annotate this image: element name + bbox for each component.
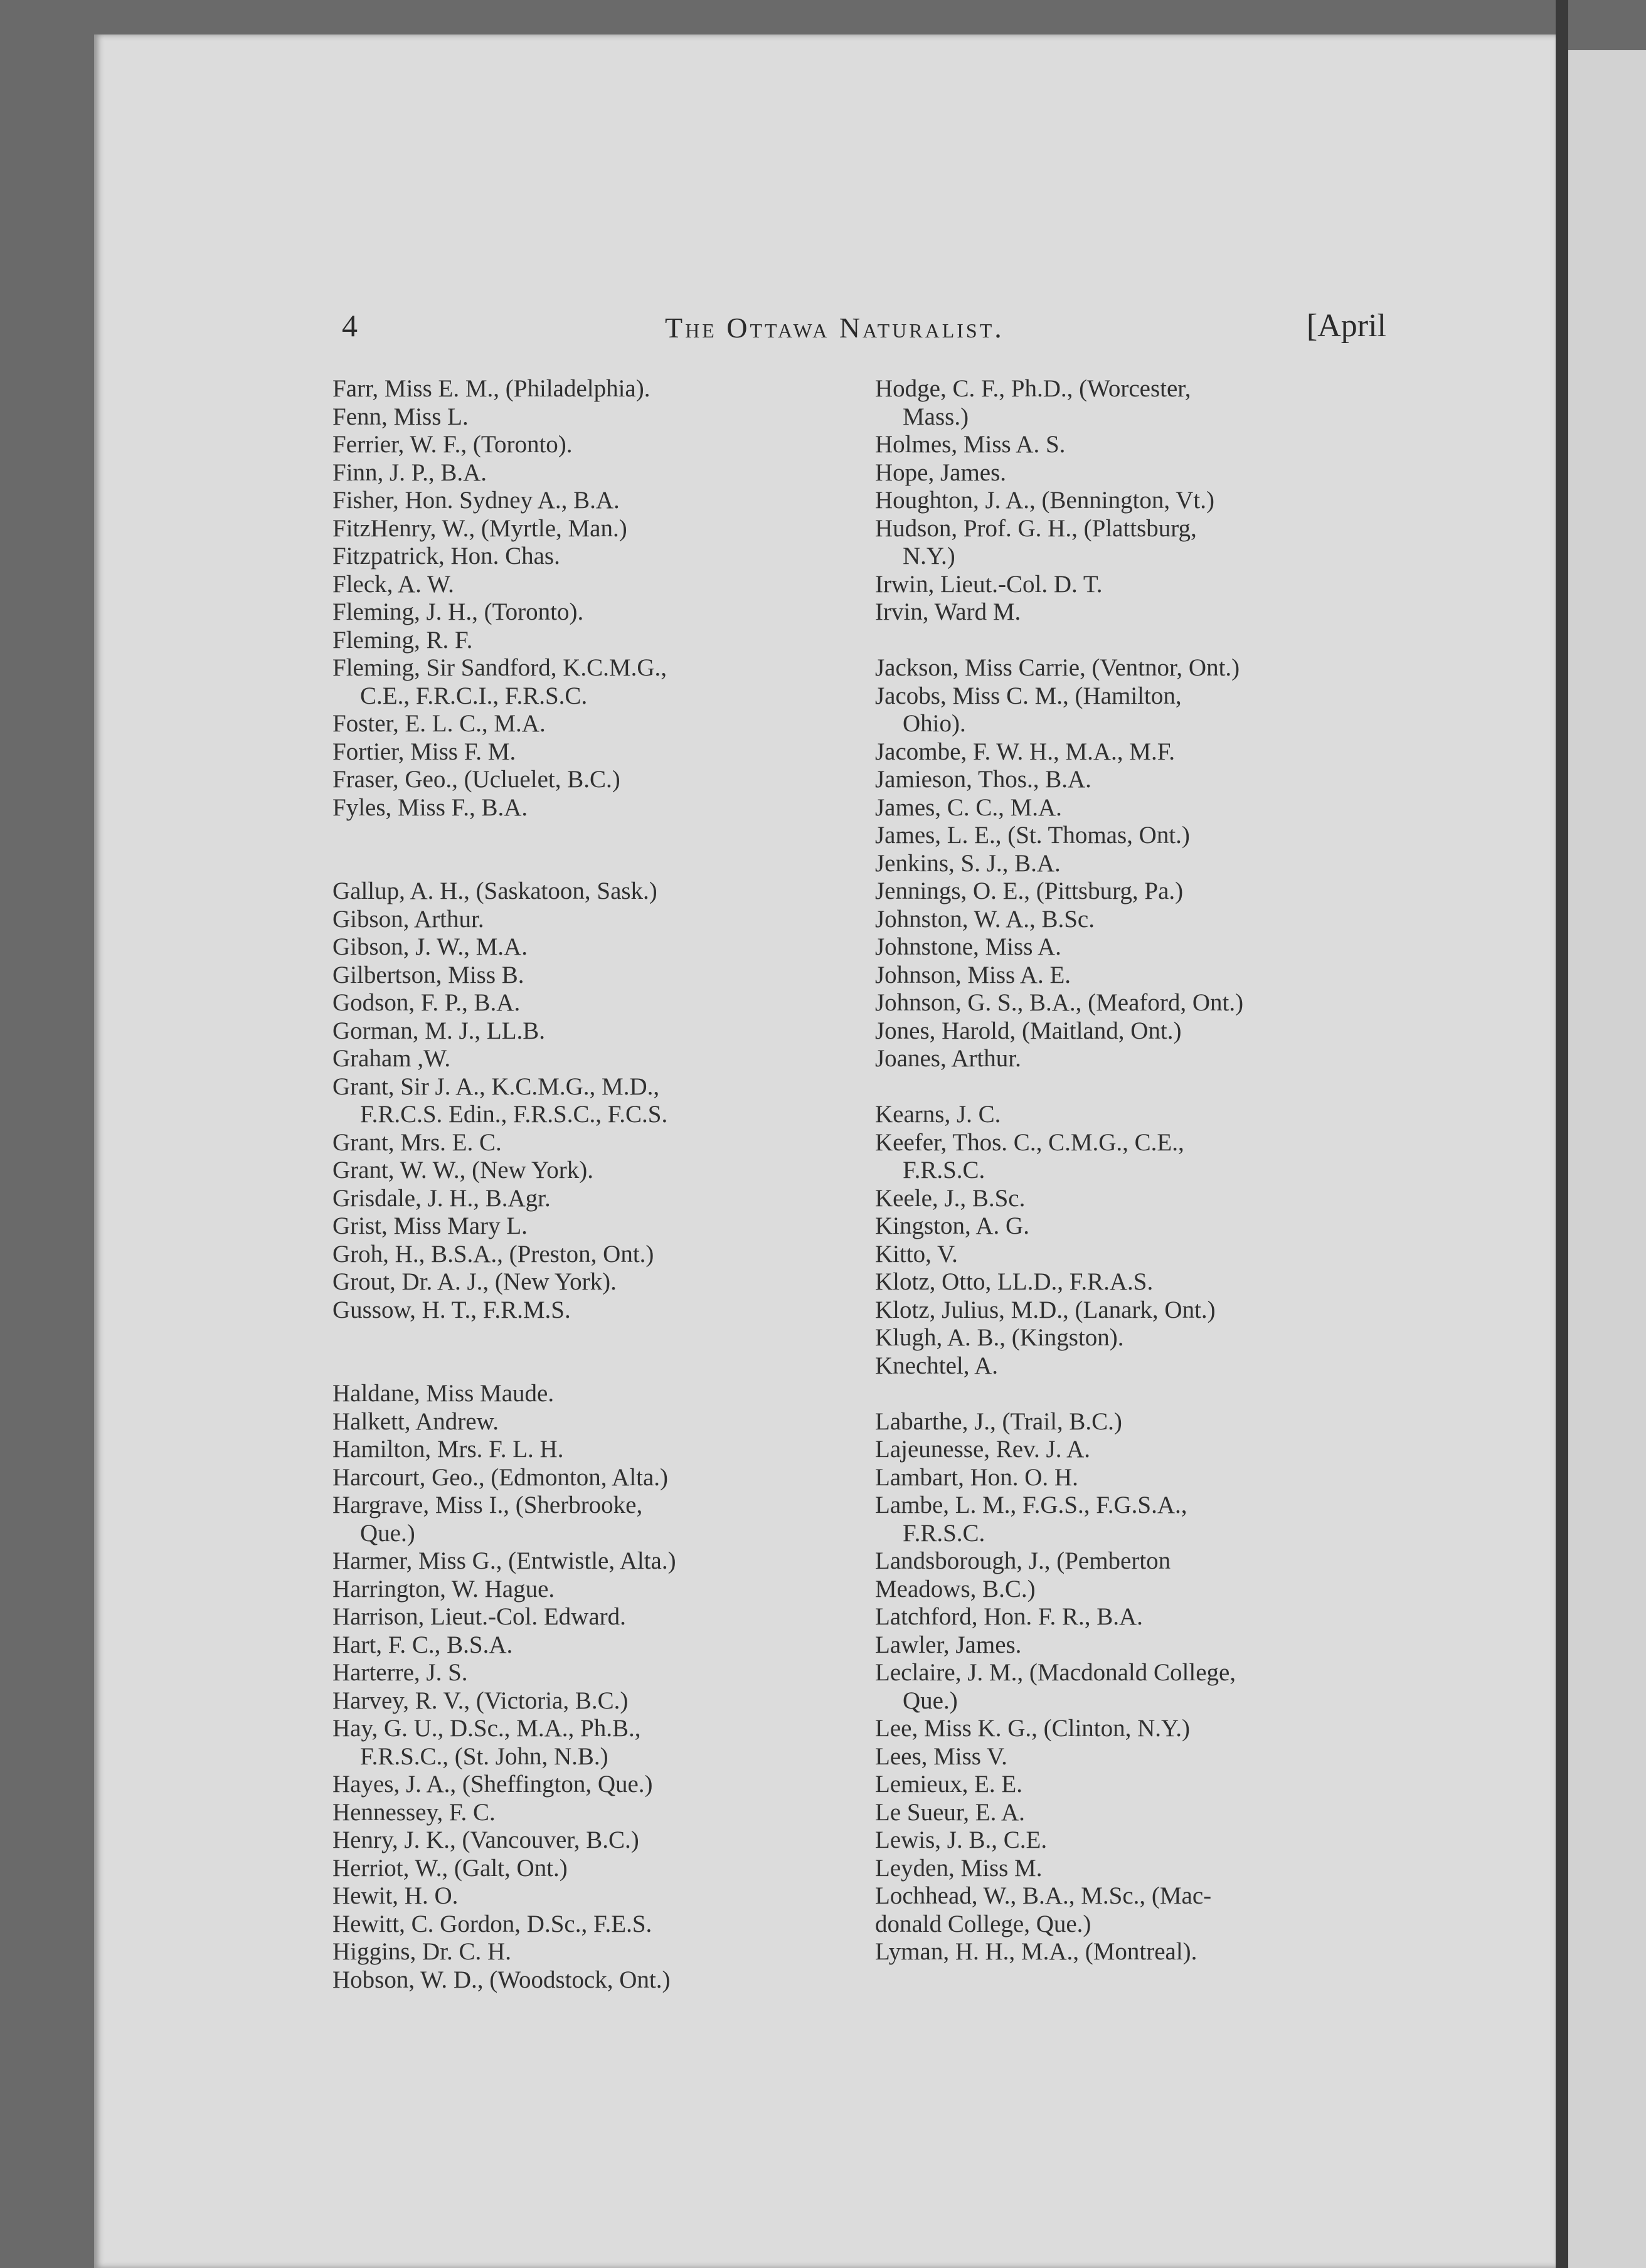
issue-month: [April	[1306, 308, 1386, 344]
member-entry: Ferrier, W. F., (Toronto).	[332, 431, 573, 458]
member-entry: Hamilton, Mrs. F. L. H.	[332, 1436, 564, 1463]
member-entry: Fyles, Miss F., B.A.	[332, 793, 528, 821]
member-entry: Finn, J. P., B.A.	[332, 458, 487, 486]
member-entry: F.R.C.S. Edin., F.R.S.C., F.C.S.	[360, 1101, 668, 1128]
member-entry: Lambe, L. M., F.G.S., F.G.S.A.,	[875, 1492, 1187, 1518]
member-entry: Lees, Miss V.	[875, 1742, 1007, 1770]
member-entry: Que.)	[360, 1519, 415, 1547]
member-entry: Fortier, Miss F. M.	[332, 738, 516, 765]
member-list-right-column	[875, 375, 1389, 1966]
member-entry: Grant, Mrs. E. C.	[332, 1128, 502, 1156]
member-entry: Knechtel, A.	[875, 1352, 999, 1379]
member-entry: Ohio).	[903, 710, 966, 737]
member-entry: Kearns, J. C.	[875, 1101, 1001, 1128]
member-entry: Lee, Miss K. G., (Clinton, N.Y.)	[875, 1715, 1190, 1742]
member-entry: Fleming, R. F.	[332, 626, 473, 654]
member-entry: Fleck, A. W.	[332, 570, 454, 598]
member-entry: Hobson, W. D., (Woodstock, Ont.)	[332, 1966, 671, 1993]
member-entry: Labarthe, J., (Trail, B.C.)	[875, 1407, 1122, 1435]
member-entry: Gibson, J. W., M.A.	[332, 933, 528, 960]
member-entry: Jennings, O. E., (Pittsburg, Pa.)	[875, 877, 1184, 904]
member-entry: Kitto, V.	[875, 1240, 958, 1268]
member-entry: Hewitt, C. Gordon, D.Sc., F.E.S.	[332, 1910, 652, 1937]
member-entry: N.Y.)	[903, 543, 955, 570]
member-entry: Hope, James.	[875, 458, 1007, 486]
member-entry: Harmer, Miss G., (Entwistle, Alta.)	[332, 1547, 676, 1574]
member-entry: Fleming, J. H., (Toronto).	[332, 598, 584, 625]
member-entry: C.E., F.R.C.I., F.R.S.C.	[360, 682, 588, 709]
member-entry: Lemieux, E. E.	[875, 1771, 1023, 1798]
member-entry: Gorman, M. J., LL.B.	[332, 1017, 546, 1044]
member-entry: Hewit, H. O.	[332, 1882, 459, 1909]
member-list-left-column	[332, 375, 847, 1994]
member-entry: Holmes, Miss A. S.	[875, 431, 1066, 458]
member-entry: James, L. E., (St. Thomas, Ont.)	[875, 822, 1190, 849]
member-entry: Henry, J. K., (Vancouver, B.C.)	[332, 1826, 639, 1853]
section-gap	[875, 1380, 1389, 1408]
member-entry: Lyman, H. H., M.A., (Montreal).	[875, 1938, 1197, 1965]
member-entry: Landsborough, J., (Pemberton	[875, 1547, 1171, 1574]
member-entry: Fitzpatrick, Hon. Chas.	[332, 543, 560, 570]
member-entry: Harterre, J. S.	[332, 1659, 468, 1686]
member-entry: Graham ,W.	[332, 1045, 451, 1072]
member-entry: Halkett, Andrew.	[332, 1407, 499, 1435]
member-entry: Harrington, W. Hague.	[332, 1575, 555, 1603]
journal-title: The Ottawa Naturalist.	[665, 312, 1004, 344]
next-page-edge	[1568, 50, 1646, 2268]
section-gap	[332, 822, 847, 877]
member-entry: Haldane, Miss Maude.	[332, 1380, 555, 1407]
member-entry: Leclaire, J. M., (Macdonald College,	[875, 1659, 1236, 1686]
member-entry: Irvin, Ward M.	[875, 598, 1021, 625]
member-entry: Gibson, Arthur.	[332, 905, 484, 933]
member-entry: Kingston, A. G.	[875, 1212, 1029, 1239]
member-entry: Lajeunesse, Rev. J. A.	[875, 1436, 1090, 1463]
member-entry: Herriot, W., (Galt, Ont.)	[332, 1854, 568, 1882]
member-entry: Keele, J., B.Sc.	[875, 1184, 1026, 1212]
member-entry: Joanes, Arthur.	[875, 1045, 1021, 1072]
member-entry: Harrison, Lieut.-Col. Edward.	[332, 1603, 626, 1630]
member-entry: Higgins, Dr. C. H.	[332, 1938, 511, 1965]
member-entry: Fleming, Sir Sandford, K.C.M.G.,	[332, 654, 667, 681]
page-number: 4	[342, 308, 358, 343]
member-entry: Meadows, B.C.)	[875, 1575, 1036, 1603]
member-entry: Grout, Dr. A. J., (New York).	[332, 1268, 617, 1295]
member-entry: Latchford, Hon. F. R., B.A.	[875, 1603, 1143, 1630]
member-entry: Keefer, Thos. C., C.M.G., C.E.,	[875, 1128, 1184, 1156]
member-entry: Lawler, James.	[875, 1631, 1022, 1658]
member-entry: Johnson, Miss A. E.	[875, 961, 1071, 988]
member-entry: Hart, F. C., B.S.A.	[332, 1631, 513, 1658]
member-entry: F.R.S.C.	[903, 1519, 985, 1547]
member-entry: Lewis, J. B., C.E.	[875, 1826, 1048, 1853]
member-entry: Hennessey, F. C.	[332, 1798, 496, 1826]
section-gap	[332, 1324, 847, 1380]
member-entry: Grant, Sir J. A., K.C.M.G., M.D.,	[332, 1073, 660, 1100]
member-entry: Godson, F. P., B.A.	[332, 989, 521, 1016]
member-entry: James, C. C., M.A.	[875, 793, 1062, 821]
member-entry: Jacobs, Miss C. M., (Hamilton,	[875, 682, 1182, 709]
member-entry: Gilbertson, Miss B.	[332, 961, 524, 988]
member-entry: Grisdale, J. H., B.Agr.	[332, 1184, 551, 1212]
member-entry: Lochhead, W., B.A., M.Sc., (Mac-	[875, 1882, 1212, 1909]
member-entry: Que.)	[903, 1687, 958, 1714]
member-entry: Johnson, G. S., B.A., (Meaford, Ont.)	[875, 989, 1244, 1016]
member-entry: F.R.S.C., (St. John, N.B.)	[360, 1742, 608, 1770]
member-entry: Jenkins, S. J., B.A.	[875, 849, 1061, 877]
member-entry: Groh, H., B.S.A., (Preston, Ont.)	[332, 1240, 654, 1268]
member-entry: donald College, Que.)	[875, 1910, 1091, 1937]
member-entry: Houghton, J. A., (Bennington, Vt.)	[875, 487, 1214, 514]
member-entry: Johnston, W. A., B.Sc.	[875, 905, 1095, 933]
member-entry: Grant, W. W., (New York).	[332, 1157, 594, 1184]
member-entry: Hayes, J. A., (Sheffington, Que.)	[332, 1771, 653, 1798]
member-entry: Klotz, Julius, M.D., (Lanark, Ont.)	[875, 1296, 1216, 1323]
member-entry: Johnstone, Miss A.	[875, 933, 1061, 960]
member-entry: Jones, Harold, (Maitland, Ont.)	[875, 1017, 1182, 1044]
member-entry: Hudson, Prof. G. H., (Plattsburg,	[875, 514, 1197, 542]
member-entry: Harcourt, Geo., (Edmonton, Alta.)	[332, 1463, 669, 1491]
member-entry: FitzHenry, W., (Myrtle, Man.)	[332, 514, 627, 542]
member-entry: Irwin, Lieut.-Col. D. T.	[875, 570, 1103, 598]
member-entry: Klotz, Otto, LL.D., F.R.A.S.	[875, 1268, 1154, 1295]
member-entry: Harvey, R. V., (Victoria, B.C.)	[332, 1687, 629, 1714]
member-entry: Gussow, H. T., F.R.M.S.	[332, 1296, 571, 1323]
member-entry: Jamieson, Thos., B.A.	[875, 766, 1091, 793]
member-entry: Farr, Miss E. M., (Philadelphia).	[332, 375, 650, 402]
member-entry: Grist, Miss Mary L.	[332, 1212, 528, 1239]
member-entry: Gallup, A. H., (Saskatoon, Sask.)	[332, 877, 657, 904]
member-entry: Foster, E. L. C., M.A.	[332, 710, 546, 737]
page-header	[342, 307, 1386, 358]
book-gutter	[1556, 0, 1568, 2268]
member-entry: Jackson, Miss Carrie, (Ventnor, Ont.)	[875, 654, 1240, 681]
member-entry: Lambart, Hon. O. H.	[875, 1463, 1078, 1491]
member-entry: Fisher, Hon. Sydney A., B.A.	[332, 487, 620, 514]
member-entry: Fraser, Geo., (Ucluelet, B.C.)	[332, 766, 620, 793]
member-entry: Jacombe, F. W. H., M.A., M.F.	[875, 738, 1176, 765]
member-entry: F.R.S.C.	[903, 1157, 985, 1184]
member-entry: Hay, G. U., D.Sc., M.A., Ph.B.,	[332, 1715, 641, 1742]
member-entry: Fenn, Miss L.	[332, 403, 469, 430]
member-entry: Mass.)	[903, 403, 969, 430]
member-entry: Klugh, A. B., (Kingston).	[875, 1324, 1124, 1351]
member-entry: Leyden, Miss M.	[875, 1854, 1043, 1882]
section-gap	[875, 627, 1389, 655]
member-entry: Hodge, C. F., Ph.D., (Worcester,	[875, 375, 1191, 402]
member-entry: Le Sueur, E. A.	[875, 1798, 1025, 1826]
member-entry: Hargrave, Miss I., (Sherbrooke,	[332, 1492, 643, 1518]
section-gap	[875, 1073, 1389, 1101]
